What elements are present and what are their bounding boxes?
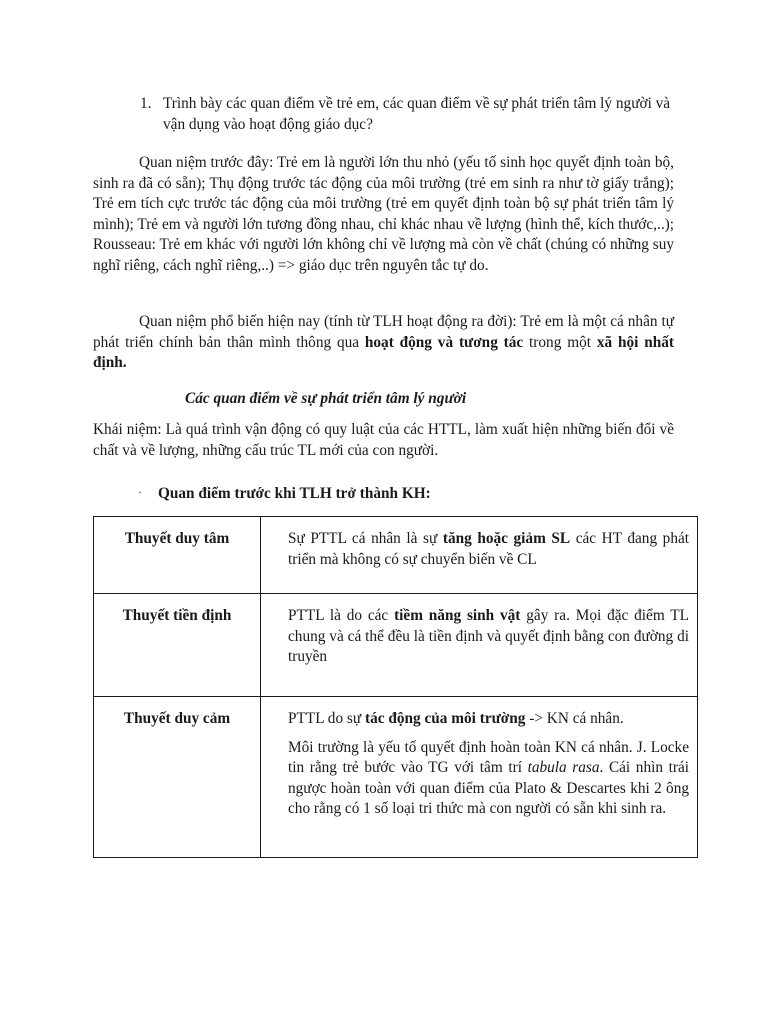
question-number: 1. xyxy=(140,95,152,112)
concept-paragraph: Khái niệm: Là quá trình vận động có quy luật của các HTTL, làm xuất hiện những biến đổi về chất và về lượng, những cấu trúc TL mới của con người. xyxy=(93,421,674,459)
description-bold: tiềm năng sinh vật xyxy=(394,607,521,624)
description-paragraph xyxy=(288,709,689,730)
description-bold: tăng hoặc giảm SL xyxy=(442,530,571,547)
theory-label: Thuyết duy cảm xyxy=(94,697,261,858)
description-text: . Cái nhìn trái ngược hoàn toàn với quan điểm của Plato & Descartes khi 2 ông cho rằng có 1 số loại tri thức mà con người có sẵn khi sinh ra. xyxy=(288,759,690,818)
description-text: PTTL là do các xyxy=(288,607,395,624)
question-item xyxy=(140,94,680,135)
theory-description xyxy=(261,517,698,594)
description-text: PTTL do sự xyxy=(288,710,365,727)
theory-label: Thuyết duy tâm xyxy=(94,517,261,594)
paragraph-past-views: Quan niệm trước đây: Trẻ em là người lớn thu nhỏ (yếu tố sinh học quyết định toàn bộ, sinh ra đã có sẵn); Thụ động trước tác động của môi trường (trẻ em sinh ra như tờ giấy trắng); Trẻ em tích cực trước tác động của môi trường (trẻ em quyết định toàn bộ sự phát triển tâm lý mình); Trẻ em và người lớn tương đồng nhau, chỉ khác nhau về lượng (hình thể, kích thước,..); Rousseau: Trẻ em khác với người lớn không chỉ về lượng mà còn về chất (chúng có những suy nghĩ riêng, cách nghĩ riêng,..) => giáo dục trên nguyên tắc tự do. xyxy=(93,154,674,274)
current-views-text-2: trong một xyxy=(523,333,597,351)
description-text: -> KN cá nhân. xyxy=(525,710,624,727)
current-views-text-1: Quan niệm phổ biến hiện nay (tính từ TLH hoạt động ra đời): Trẻ em là một cá nhân tự phát triển chính bản thân mình thông qua xyxy=(93,313,674,351)
description-paragraph xyxy=(288,738,689,820)
question-text: Trình bày các quan điểm về trẻ em, các quan điểm về sự phát triển tâm lý người và vận dụng vào hoạt động giáo dục? xyxy=(163,95,671,133)
current-views-bold-1: hoạt động và tương tác xyxy=(364,333,524,351)
section-heading: Các quan điểm về sự phát triển tâm lý người xyxy=(185,390,467,407)
description-text: Sự PTTL cá nhân là sự xyxy=(288,530,443,547)
bullet-text: Quan điểm trước khi TLH trở thành KH: xyxy=(158,485,431,502)
description-italic: tabula rasa xyxy=(527,759,600,777)
description-text: gây ra. Mọi đặc điểm TL chung và cá thể đều là tiền định và quyết định bằng con đường di truyền xyxy=(288,607,689,666)
paragraph-current-views xyxy=(93,312,674,374)
table-row xyxy=(94,697,698,858)
description-text: Môi trường là yếu tố quyết định hoàn toàn KN cá nhân. J. Locke tin rằng trẻ bước vào TG với tâm trí xyxy=(288,738,689,777)
theory-label: Thuyết tiền định xyxy=(94,594,261,697)
current-views-bold-2: xã hội nhất định. xyxy=(93,333,674,372)
table-row xyxy=(94,594,698,697)
bullet-symbol: · xyxy=(138,485,142,499)
theories-table xyxy=(93,516,698,858)
description-bold: tác động của môi trường xyxy=(365,710,526,727)
theory-description xyxy=(261,697,698,858)
bullet-item xyxy=(138,482,431,505)
description-text: các HT đang phát triển mà không có sự chuyển biến về CL xyxy=(288,530,690,568)
table-row xyxy=(94,517,698,594)
theory-description xyxy=(261,594,698,697)
